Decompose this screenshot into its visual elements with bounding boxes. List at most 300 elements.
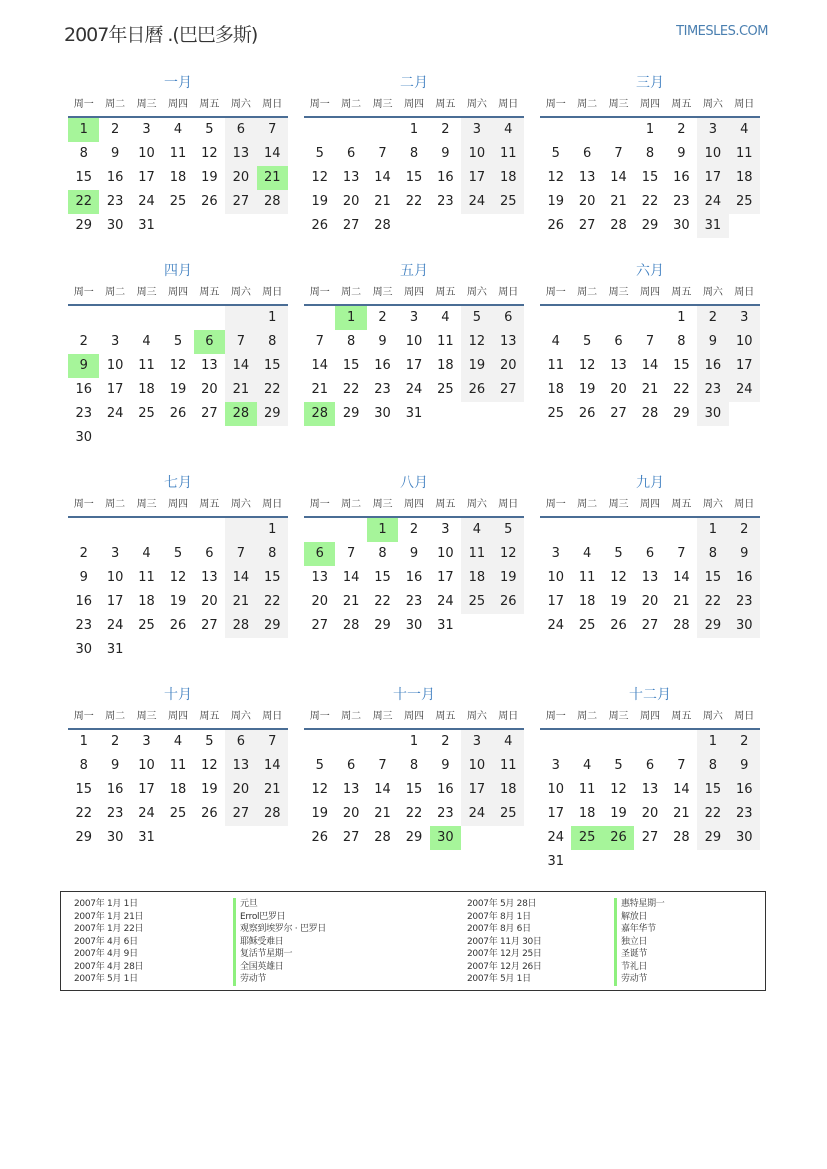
day-cell[interactable]: 17 <box>461 778 492 802</box>
day-cell[interactable]: 5 <box>315 758 324 773</box>
day-cell[interactable]: 10 <box>547 570 564 585</box>
day-cell[interactable]: 3 <box>142 122 151 137</box>
day-cell[interactable]: 28 <box>673 618 690 633</box>
day-cell[interactable]: 9 <box>441 146 450 161</box>
day-cell[interactable]: 11 <box>169 758 187 773</box>
day-cell[interactable]: 4 <box>142 334 151 349</box>
day-cell[interactable]: 13 <box>610 358 627 373</box>
day-cell[interactable]: 9 <box>79 570 88 585</box>
day-cell[interactable]: 22 <box>405 194 423 209</box>
day-cell[interactable]: 25 <box>138 618 155 633</box>
day-cell[interactable]: 27 <box>578 218 596 233</box>
day-cell[interactable]: 2 <box>697 306 728 330</box>
day-cell[interactable]: 17 <box>405 358 423 373</box>
day-cell[interactable]: 28 <box>225 614 256 638</box>
day-cell[interactable]: 20 <box>201 382 218 397</box>
holiday-day-cell[interactable]: 30 <box>430 826 461 850</box>
day-cell[interactable]: 19 <box>578 382 596 397</box>
day-cell[interactable]: 12 <box>610 782 627 797</box>
day-cell[interactable]: 11 <box>547 358 564 373</box>
day-cell[interactable]: 3 <box>697 118 728 142</box>
day-cell[interactable]: 10 <box>461 754 492 778</box>
day-cell[interactable]: 23 <box>405 594 423 609</box>
day-cell[interactable]: 29 <box>374 618 391 633</box>
day-cell[interactable]: 26 <box>578 406 596 421</box>
day-cell[interactable]: 29 <box>75 218 92 233</box>
day-cell[interactable]: 18 <box>437 358 454 373</box>
day-cell[interactable]: 24 <box>461 802 492 826</box>
holiday-day-cell[interactable]: 9 <box>68 354 99 378</box>
day-cell[interactable]: 16 <box>437 782 454 797</box>
day-cell[interactable]: 9 <box>677 146 686 161</box>
day-cell[interactable]: 11 <box>169 146 187 161</box>
day-cell[interactable]: 2 <box>110 734 120 749</box>
day-cell[interactable]: 1 <box>79 734 88 749</box>
day-cell[interactable]: 22 <box>374 594 391 609</box>
day-cell[interactable]: 16 <box>673 170 690 185</box>
holiday-day-cell[interactable]: 6 <box>194 330 225 354</box>
day-cell[interactable]: 15 <box>374 570 391 585</box>
day-cell[interactable]: 1 <box>409 734 419 749</box>
day-cell[interactable]: 7 <box>225 542 256 566</box>
holiday-day-cell[interactable]: 6 <box>304 542 335 566</box>
day-cell[interactable]: 1 <box>257 306 288 330</box>
day-cell[interactable]: 14 <box>311 358 328 373</box>
day-cell[interactable]: 10 <box>547 782 564 797</box>
day-cell[interactable]: 24 <box>547 618 564 633</box>
day-cell[interactable]: 30 <box>673 218 690 233</box>
day-cell[interactable]: 24 <box>547 830 564 845</box>
day-cell[interactable]: 24 <box>697 190 728 214</box>
day-cell[interactable]: 28 <box>641 406 659 421</box>
holiday-day-cell[interactable]: 28 <box>225 402 256 426</box>
day-cell[interactable]: 17 <box>697 166 728 190</box>
day-cell[interactable]: 14 <box>374 170 391 185</box>
day-cell[interactable]: 16 <box>106 170 124 185</box>
day-cell[interactable]: 9 <box>441 758 450 773</box>
day-cell[interactable]: 28 <box>374 830 391 845</box>
day-cell[interactable]: 15 <box>405 782 423 797</box>
day-cell[interactable]: 30 <box>405 618 423 633</box>
day-cell[interactable]: 19 <box>311 806 328 821</box>
day-cell[interactable]: 4 <box>729 118 760 142</box>
day-cell[interactable]: 3 <box>729 306 760 330</box>
day-cell[interactable]: 19 <box>547 194 564 209</box>
day-cell[interactable]: 29 <box>75 830 92 845</box>
day-cell[interactable]: 10 <box>106 358 124 373</box>
day-cell[interactable]: 20 <box>342 194 360 209</box>
holiday-day-cell[interactable]: 21 <box>257 166 288 190</box>
day-cell[interactable]: 16 <box>106 782 124 797</box>
day-cell[interactable]: 3 <box>110 546 120 561</box>
day-cell[interactable]: 6 <box>645 546 655 561</box>
day-cell[interactable]: 2 <box>441 734 450 749</box>
day-cell[interactable]: 13 <box>578 170 596 185</box>
day-cell[interactable]: 14 <box>610 170 627 185</box>
day-cell[interactable]: 18 <box>138 594 155 609</box>
day-cell[interactable]: 15 <box>641 170 659 185</box>
day-cell[interactable]: 29 <box>257 402 288 426</box>
day-cell[interactable]: 3 <box>142 734 151 749</box>
day-cell[interactable]: 27 <box>225 802 256 826</box>
day-cell[interactable]: 24 <box>729 378 760 402</box>
day-cell[interactable]: 8 <box>79 146 88 161</box>
day-cell[interactable]: 14 <box>673 570 690 585</box>
holiday-day-cell[interactable]: 26 <box>603 826 634 850</box>
day-cell[interactable]: 10 <box>729 330 760 354</box>
day-cell[interactable]: 29 <box>405 830 423 845</box>
day-cell[interactable]: 27 <box>493 378 524 402</box>
day-cell[interactable]: 30 <box>106 830 124 845</box>
day-cell[interactable]: 11 <box>729 142 760 166</box>
day-cell[interactable]: 3 <box>441 522 450 537</box>
day-cell[interactable]: 25 <box>461 590 492 614</box>
day-cell[interactable]: 30 <box>697 402 728 426</box>
day-cell[interactable]: 16 <box>437 170 454 185</box>
day-cell[interactable]: 13 <box>342 170 360 185</box>
day-cell[interactable]: 23 <box>729 802 760 826</box>
day-cell[interactable]: 11 <box>138 358 155 373</box>
day-cell[interactable]: 10 <box>138 146 155 161</box>
day-cell[interactable]: 12 <box>201 758 218 773</box>
day-cell[interactable]: 22 <box>257 378 288 402</box>
day-cell[interactable]: 23 <box>75 618 92 633</box>
day-cell[interactable]: 27 <box>641 830 659 845</box>
day-cell[interactable]: 8 <box>378 546 387 561</box>
day-cell[interactable]: 5 <box>315 146 324 161</box>
day-cell[interactable]: 17 <box>547 594 564 609</box>
day-cell[interactable]: 14 <box>257 754 288 778</box>
day-cell[interactable]: 20 <box>225 166 256 190</box>
day-cell[interactable]: 12 <box>311 782 328 797</box>
day-cell[interactable]: 18 <box>493 778 524 802</box>
day-cell[interactable]: 30 <box>106 218 124 233</box>
day-cell[interactable]: 8 <box>409 146 419 161</box>
day-cell[interactable]: 12 <box>311 170 328 185</box>
day-cell[interactable]: 6 <box>346 758 356 773</box>
day-cell[interactable]: 11 <box>461 542 492 566</box>
day-cell[interactable]: 16 <box>697 354 728 378</box>
day-cell[interactable]: 10 <box>138 758 155 773</box>
day-cell[interactable]: 30 <box>75 642 92 657</box>
day-cell[interactable]: 12 <box>169 358 187 373</box>
day-cell[interactable]: 15 <box>75 782 92 797</box>
day-cell[interactable]: 15 <box>257 354 288 378</box>
day-cell[interactable]: 5 <box>614 758 623 773</box>
day-cell[interactable]: 12 <box>493 542 524 566</box>
day-cell[interactable]: 6 <box>582 146 592 161</box>
day-cell[interactable]: 4 <box>142 546 151 561</box>
day-cell[interactable]: 31 <box>138 830 155 845</box>
day-cell[interactable]: 12 <box>610 570 627 585</box>
day-cell[interactable]: 1 <box>677 310 686 325</box>
day-cell[interactable]: 19 <box>311 194 328 209</box>
day-cell[interactable]: 5 <box>551 146 560 161</box>
holiday-day-cell[interactable]: 1 <box>335 306 366 330</box>
day-cell[interactable]: 4 <box>493 118 524 142</box>
day-cell[interactable]: 7 <box>614 146 623 161</box>
day-cell[interactable]: 22 <box>257 590 288 614</box>
day-cell[interactable]: 7 <box>257 730 288 754</box>
day-cell[interactable]: 20 <box>225 778 256 802</box>
day-cell[interactable]: 3 <box>409 310 419 325</box>
day-cell[interactable]: 1 <box>697 518 728 542</box>
day-cell[interactable]: 13 <box>311 570 328 585</box>
day-cell[interactable]: 25 <box>578 618 596 633</box>
day-cell[interactable]: 19 <box>461 354 492 378</box>
day-cell[interactable]: 8 <box>409 758 419 773</box>
day-cell[interactable]: 22 <box>342 382 360 397</box>
day-cell[interactable]: 22 <box>673 382 690 397</box>
day-cell[interactable]: 5 <box>493 518 524 542</box>
day-cell[interactable]: 7 <box>315 334 324 349</box>
day-cell[interactable]: 10 <box>437 546 454 561</box>
holiday-day-cell[interactable]: 22 <box>68 190 99 214</box>
day-cell[interactable]: 10 <box>697 142 728 166</box>
day-cell[interactable]: 15 <box>405 170 423 185</box>
day-cell[interactable]: 27 <box>225 190 256 214</box>
day-cell[interactable]: 25 <box>169 194 187 209</box>
day-cell[interactable]: 4 <box>173 734 183 749</box>
day-cell[interactable]: 17 <box>106 594 124 609</box>
day-cell[interactable]: 25 <box>493 190 524 214</box>
day-cell[interactable]: 9 <box>110 146 120 161</box>
day-cell[interactable]: 14 <box>342 570 360 585</box>
day-cell[interactable]: 12 <box>461 330 492 354</box>
day-cell[interactable]: 18 <box>138 382 155 397</box>
day-cell[interactable]: 20 <box>578 194 596 209</box>
day-cell[interactable]: 26 <box>461 378 492 402</box>
day-cell[interactable]: 28 <box>342 618 360 633</box>
day-cell[interactable]: 27 <box>342 830 360 845</box>
day-cell[interactable]: 26 <box>547 218 564 233</box>
day-cell[interactable]: 3 <box>461 730 492 754</box>
day-cell[interactable]: 14 <box>225 354 256 378</box>
day-cell[interactable]: 14 <box>257 142 288 166</box>
day-cell[interactable]: 27 <box>342 218 360 233</box>
day-cell[interactable]: 12 <box>547 170 564 185</box>
day-cell[interactable]: 11 <box>437 334 454 349</box>
day-cell[interactable]: 17 <box>437 570 454 585</box>
day-cell[interactable]: 1 <box>645 122 655 137</box>
day-cell[interactable]: 23 <box>697 378 728 402</box>
day-cell[interactable]: 18 <box>169 782 187 797</box>
day-cell[interactable]: 8 <box>697 542 728 566</box>
day-cell[interactable]: 9 <box>697 330 728 354</box>
day-cell[interactable]: 11 <box>138 570 155 585</box>
day-cell[interactable]: 23 <box>75 406 92 421</box>
day-cell[interactable]: 24 <box>437 594 454 609</box>
day-cell[interactable]: 9 <box>729 754 760 778</box>
day-cell[interactable]: 4 <box>461 518 492 542</box>
day-cell[interactable]: 7 <box>645 334 655 349</box>
day-cell[interactable]: 29 <box>697 614 728 638</box>
day-cell[interactable]: 21 <box>257 778 288 802</box>
day-cell[interactable]: 6 <box>614 334 623 349</box>
day-cell[interactable]: 26 <box>610 618 627 633</box>
day-cell[interactable]: 4 <box>493 730 524 754</box>
day-cell[interactable]: 2 <box>79 334 88 349</box>
day-cell[interactable]: 18 <box>578 806 596 821</box>
day-cell[interactable]: 5 <box>205 122 214 137</box>
day-cell[interactable]: 21 <box>311 382 328 397</box>
day-cell[interactable]: 3 <box>110 334 120 349</box>
day-cell[interactable]: 23 <box>673 194 690 209</box>
day-cell[interactable]: 14 <box>225 566 256 590</box>
day-cell[interactable]: 30 <box>374 406 391 421</box>
day-cell[interactable]: 25 <box>437 382 454 397</box>
day-cell[interactable]: 21 <box>610 194 627 209</box>
holiday-day-cell[interactable]: 25 <box>571 826 602 850</box>
day-cell[interactable]: 21 <box>374 806 391 821</box>
day-cell[interactable]: 21 <box>342 594 360 609</box>
day-cell[interactable]: 13 <box>641 782 659 797</box>
day-cell[interactable]: 5 <box>582 334 592 349</box>
day-cell[interactable]: 11 <box>493 142 524 166</box>
day-cell[interactable]: 1 <box>697 730 728 754</box>
day-cell[interactable]: 27 <box>311 618 328 633</box>
day-cell[interactable]: 16 <box>374 358 391 373</box>
day-cell[interactable]: 26 <box>493 590 524 614</box>
day-cell[interactable]: 4 <box>173 122 183 137</box>
day-cell[interactable]: 29 <box>342 406 360 421</box>
day-cell[interactable]: 7 <box>225 330 256 354</box>
day-cell[interactable]: 25 <box>169 806 187 821</box>
holiday-day-cell[interactable]: 1 <box>367 518 398 542</box>
day-cell[interactable]: 4 <box>582 546 592 561</box>
day-cell[interactable]: 6 <box>493 306 524 330</box>
day-cell[interactable]: 27 <box>201 406 218 421</box>
day-cell[interactable]: 28 <box>610 218 627 233</box>
day-cell[interactable]: 20 <box>311 594 328 609</box>
day-cell[interactable]: 13 <box>493 330 524 354</box>
day-cell[interactable]: 24 <box>138 806 155 821</box>
day-cell[interactable]: 8 <box>677 334 686 349</box>
day-cell[interactable]: 30 <box>729 826 760 850</box>
day-cell[interactable]: 7 <box>677 546 686 561</box>
day-cell[interactable]: 31 <box>138 218 155 233</box>
day-cell[interactable]: 13 <box>225 754 256 778</box>
day-cell[interactable]: 28 <box>374 218 391 233</box>
day-cell[interactable]: 4 <box>551 334 560 349</box>
day-cell[interactable]: 14 <box>673 782 690 797</box>
day-cell[interactable]: 6 <box>225 118 256 142</box>
day-cell[interactable]: 10 <box>106 570 124 585</box>
day-cell[interactable]: 16 <box>729 778 760 802</box>
day-cell[interactable]: 27 <box>641 618 659 633</box>
day-cell[interactable]: 28 <box>673 830 690 845</box>
day-cell[interactable]: 4 <box>441 310 450 325</box>
day-cell[interactable]: 2 <box>409 522 419 537</box>
day-cell[interactable]: 23 <box>729 590 760 614</box>
day-cell[interactable]: 15 <box>673 358 690 373</box>
day-cell[interactable]: 15 <box>257 566 288 590</box>
day-cell[interactable]: 10 <box>405 334 423 349</box>
day-cell[interactable]: 25 <box>547 406 564 421</box>
day-cell[interactable]: 17 <box>461 166 492 190</box>
day-cell[interactable]: 13 <box>225 142 256 166</box>
day-cell[interactable]: 17 <box>106 382 124 397</box>
day-cell[interactable]: 23 <box>106 194 124 209</box>
day-cell[interactable]: 11 <box>578 570 596 585</box>
day-cell[interactable]: 7 <box>677 758 686 773</box>
day-cell[interactable]: 8 <box>697 754 728 778</box>
day-cell[interactable]: 23 <box>374 382 391 397</box>
day-cell[interactable]: 6 <box>645 758 655 773</box>
day-cell[interactable]: 18 <box>169 170 187 185</box>
day-cell[interactable]: 9 <box>110 758 120 773</box>
day-cell[interactable]: 23 <box>437 194 454 209</box>
day-cell[interactable]: 25 <box>729 190 760 214</box>
day-cell[interactable]: 18 <box>493 166 524 190</box>
day-cell[interactable]: 21 <box>673 594 690 609</box>
holiday-day-cell[interactable]: 1 <box>68 118 99 142</box>
day-cell[interactable]: 19 <box>610 806 627 821</box>
day-cell[interactable]: 20 <box>641 594 659 609</box>
day-cell[interactable]: 3 <box>551 758 560 773</box>
day-cell[interactable]: 23 <box>106 806 124 821</box>
day-cell[interactable]: 27 <box>201 618 218 633</box>
day-cell[interactable]: 6 <box>205 546 214 561</box>
day-cell[interactable]: 13 <box>201 570 218 585</box>
day-cell[interactable]: 3 <box>461 118 492 142</box>
day-cell[interactable]: 26 <box>201 806 218 821</box>
day-cell[interactable]: 22 <box>75 806 92 821</box>
day-cell[interactable]: 5 <box>173 546 183 561</box>
day-cell[interactable]: 29 <box>257 614 288 638</box>
day-cell[interactable]: 8 <box>346 334 356 349</box>
day-cell[interactable]: 20 <box>201 594 218 609</box>
day-cell[interactable]: 9 <box>729 542 760 566</box>
day-cell[interactable]: 8 <box>257 542 288 566</box>
day-cell[interactable]: 24 <box>138 194 155 209</box>
day-cell[interactable]: 26 <box>169 406 187 421</box>
day-cell[interactable]: 17 <box>138 170 155 185</box>
day-cell[interactable]: 7 <box>378 146 387 161</box>
day-cell[interactable]: 19 <box>169 382 187 397</box>
day-cell[interactable]: 2 <box>79 546 88 561</box>
day-cell[interactable]: 21 <box>641 382 659 397</box>
day-cell[interactable]: 17 <box>138 782 155 797</box>
day-cell[interactable]: 16 <box>75 382 92 397</box>
day-cell[interactable]: 22 <box>405 806 423 821</box>
day-cell[interactable]: 16 <box>405 570 423 585</box>
day-cell[interactable]: 1 <box>409 122 419 137</box>
day-cell[interactable]: 22 <box>641 194 659 209</box>
day-cell[interactable]: 31 <box>437 618 454 633</box>
day-cell[interactable]: 15 <box>697 778 728 802</box>
day-cell[interactable]: 18 <box>729 166 760 190</box>
day-cell[interactable]: 26 <box>311 218 328 233</box>
day-cell[interactable]: 20 <box>493 354 524 378</box>
day-cell[interactable]: 2 <box>110 122 120 137</box>
day-cell[interactable]: 31 <box>547 854 564 869</box>
day-cell[interactable]: 9 <box>378 334 387 349</box>
day-cell[interactable]: 22 <box>697 590 728 614</box>
day-cell[interactable]: 31 <box>405 406 423 421</box>
day-cell[interactable]: 31 <box>697 214 728 238</box>
day-cell[interactable]: 1 <box>257 518 288 542</box>
brand-logo[interactable]: TIMESLES.COM <box>676 24 768 39</box>
day-cell[interactable]: 27 <box>610 406 627 421</box>
day-cell[interactable]: 7 <box>378 758 387 773</box>
day-cell[interactable]: 12 <box>201 146 218 161</box>
day-cell[interactable]: 19 <box>610 594 627 609</box>
day-cell[interactable]: 7 <box>346 546 356 561</box>
day-cell[interactable]: 13 <box>201 358 218 373</box>
day-cell[interactable]: 24 <box>106 406 124 421</box>
day-cell[interactable]: 29 <box>673 406 690 421</box>
